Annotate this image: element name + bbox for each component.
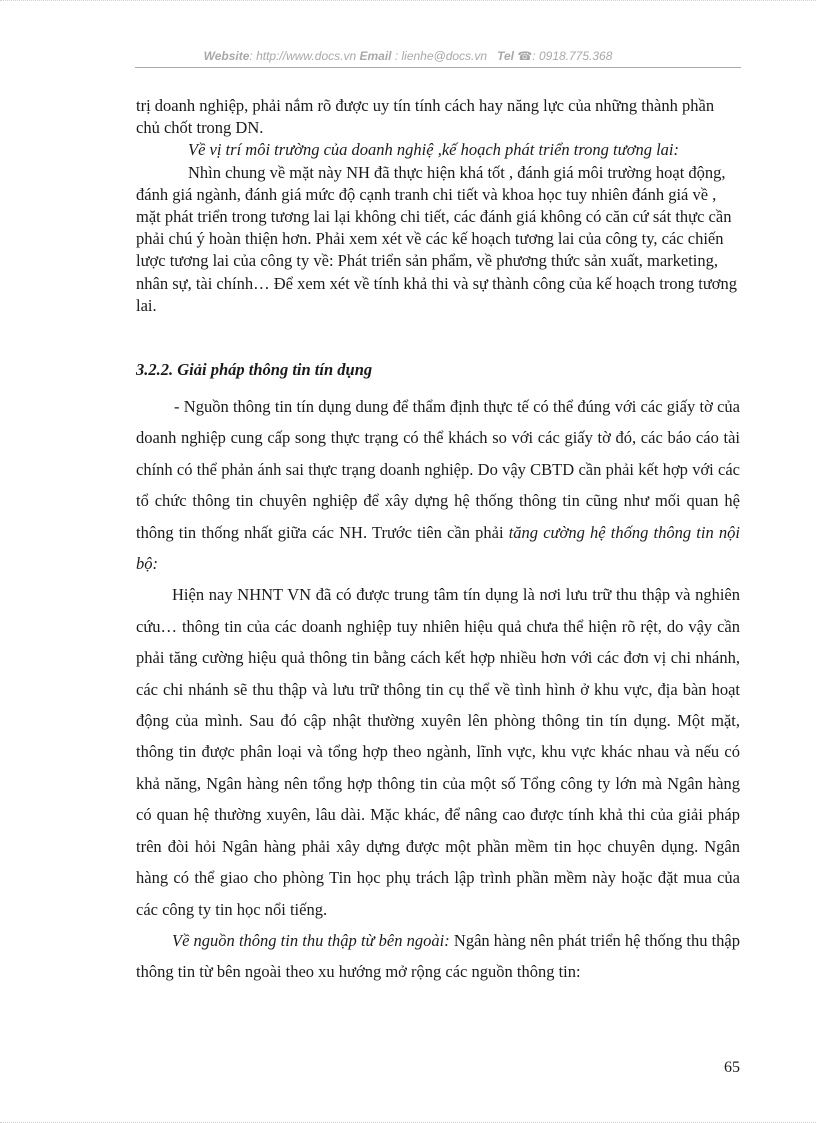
header-divider — [135, 67, 741, 68]
website-label: Website — [203, 49, 250, 63]
page-number: 65 — [724, 1059, 740, 1076]
phone-icon: ☎ — [517, 49, 533, 63]
body-block-lower — [136, 391, 740, 988]
paragraph-internal-system: Hiện nay NHNT VN đã có được trung tâm tín dụng là nơi lưu trữ thu thập và nghiên cứu… thông tin của các doanh nghiệp tuy nhiên hiệu quả chưa thể hiện rõ rệt, do vậy cần phải tăng cường hiệu quả thông tin bằng cách kết hợp nhiều hơn với các đơn vị chi nhánh, các chi nhánh sẽ thu thập và lưu trữ thông tin cụ thể về tình hình ở khu vực, địa bàn hoạt động của mình. Sau đó cập nhật thường xuyên lên phòng thông tin tín dụng. Một mặt, thông tin được phân loại và tổng hợp theo ngành, lĩnh vực, khu vực khác nhau và nếu có khả năng, Ngân hàng nên tổng hợp thông tin của một số Tổng công ty lớn mà Ngân hàng có quan hệ thường xuyên, lâu dài. Mặc khác, để nâng cao được tính khả thi của giải pháp trên đòi hỏi Ngân hàng phải xây dựng được một phần mềm tin học chuyên dụng. Ngân hàng có thể giao cho phòng Tin học phụ trách lập trình phần mềm này hoặc đặt mua của các công ty tin học nổi tiếng. — [136, 585, 740, 919]
tel-value: : 0918.775.368 — [532, 49, 613, 63]
paragraph-credit-info-emphasis: tăng cường hệ thống thông tin nội bộ: — [136, 522, 740, 574]
paragraph-external-sources-emphasis: Về nguồn thông tin thu thập từ bên ngoài: — [172, 930, 450, 950]
paragraph-external-sources — [136, 925, 740, 988]
paragraph-credit-info-text: - Nguồn thông tin tín dụng dung để thẩm định thực tế có thể đúng với các giấy tờ của doanh nghiệp cung cấp song thực trạng có thể khách so với các giấy tờ đó, các báo cáo tài chính có thể phản ánh sai thực trạng doanh nghiệp. Do vậy CBTD cần phải kết hợp với các tổ chức thông tin chuyên nghiệp để xây dựng hệ thống thông tin cũng như mối quan hệ thông tin thống nhất giữa các NH. Trước tiên cần phải — [136, 397, 740, 542]
section-heading: 3.2.2. Giải pháp thông tin tín dụng — [136, 360, 373, 379]
email-value: lienhe@docs.vn — [401, 49, 488, 63]
website-separator: : — [249, 49, 257, 63]
paragraph-continuation: trị doanh nghiệp, phải nắm rõ được uy tín tính cách hay năng lực của những thành phần chủ chốt trong DN. — [136, 96, 715, 138]
paragraph-assessment: Nhìn chung về mặt này NH đã thực hiện khá tốt , đánh giá môi trường hoạt động, đánh giá ngành, đánh giá mức độ cạnh tranh chi tiết và khoa học tuy nhiên đánh giá về , mặt phát triển trong tương lai lại không chi tiết, các đánh giá không có căn cứ sát thực cần phải chú ý hoàn thiện hơn. Phải xem xét về các kế hoạch tương lai của công ty, các chiến lược tương lai của công ty về: Phát triển sản phẩm, về phương thức sản xuất, marketing, nhân sự, tài chính… Để xem xét về tính khả thi và sự thành công của kế hoạch trong tương lai. — [136, 162, 737, 315]
paragraph-credit-info — [136, 391, 740, 579]
email-label: Email — [359, 49, 392, 63]
page-header — [0, 49, 816, 63]
body-block-upper — [136, 95, 740, 317]
tel-label: Tel — [497, 49, 514, 63]
subsection-title: Về vị trí môi trường của doanh nghiệ ,kế hoạch phát triển trong tương lai: — [188, 140, 679, 160]
email-separator: : — [391, 49, 402, 63]
paragraph-external-sources-text: Ngân hàng nên phát triển hệ thống thu thập thông tin từ bên ngoài theo xu hướng mở rộng các nguồn thông tin: — [136, 930, 741, 982]
section-heading-block — [136, 360, 740, 380]
website-url: http://www.docs.vn — [256, 49, 357, 63]
